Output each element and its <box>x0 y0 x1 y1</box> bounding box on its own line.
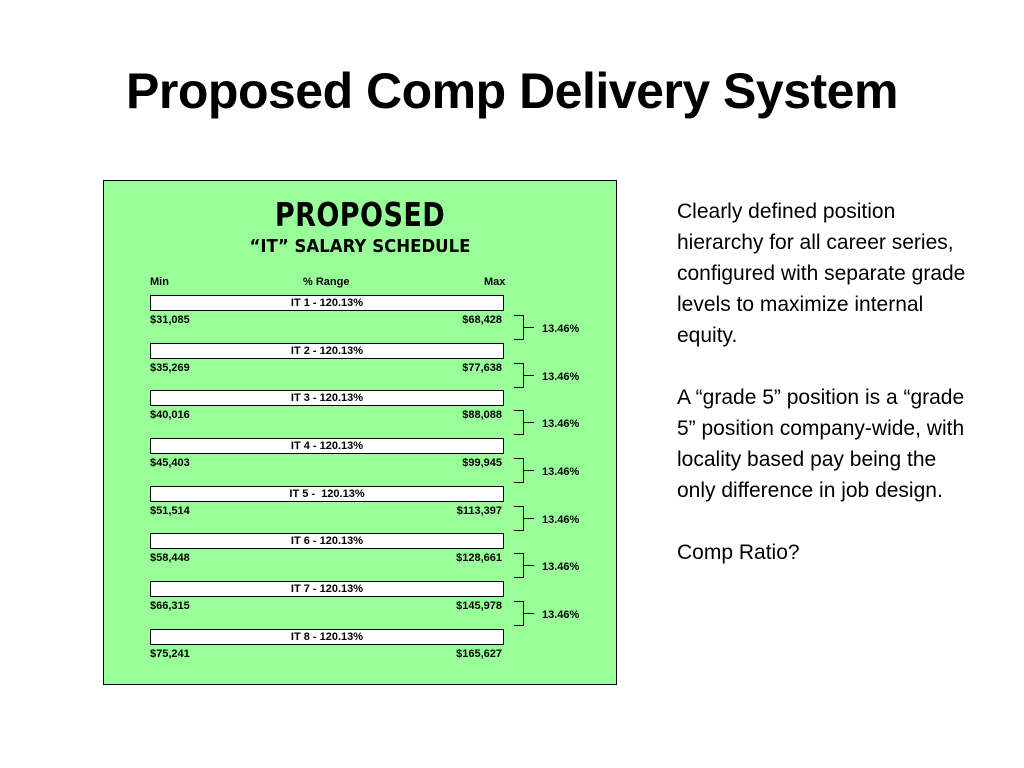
gap-bracket <box>514 315 524 340</box>
column-max-label: Max <box>484 276 506 288</box>
grade-min: $75,241 <box>150 648 190 660</box>
grade-min: $45,403 <box>150 457 190 469</box>
grade-row <box>104 390 616 438</box>
gap-tick <box>524 470 534 471</box>
grade-max: $128,661 <box>456 552 502 564</box>
grade-min: $35,269 <box>150 362 190 374</box>
gap-bracket <box>514 553 524 578</box>
grade-min: $40,016 <box>150 409 190 421</box>
grade-min: $66,315 <box>150 600 190 612</box>
explanation-paragraph: A “grade 5” position is a “grade 5” position company-wide, with locality based pay being the only difference in job design. <box>677 386 965 502</box>
gap-bracket <box>514 410 524 435</box>
explanation-text <box>677 196 977 599</box>
grade-max: $113,397 <box>456 505 502 517</box>
column-range-label: % Range <box>303 276 350 288</box>
gap-tick <box>524 375 534 376</box>
gap-bracket <box>514 601 524 626</box>
schedule-heading: PROPOSED <box>274 195 446 234</box>
grade-min: $58,448 <box>150 552 190 564</box>
grade-bar: IT 3 - 120.13% <box>150 390 504 406</box>
gap-tick <box>524 518 534 519</box>
grade-max: $145,978 <box>456 600 502 612</box>
grade-row <box>104 581 616 629</box>
gap-tick <box>524 565 534 566</box>
grade-max: $68,428 <box>462 314 502 326</box>
grade-bar: IT 5 - 120.13% <box>150 486 504 502</box>
grade-max: $165,627 <box>456 648 502 660</box>
schedule-subheading: “IT” SALARY SCHEDULE <box>249 236 471 257</box>
grade-max: $88,088 <box>462 409 502 421</box>
grade-min: $31,085 <box>150 314 190 326</box>
grade-max: $99,945 <box>462 457 502 469</box>
gap-percent: 13.46% <box>542 561 580 573</box>
gap-percent: 13.46% <box>542 466 580 478</box>
gap-bracket <box>514 363 524 388</box>
gap-tick <box>524 327 534 328</box>
gap-percent: 13.46% <box>542 609 580 621</box>
explanation-paragraph: Clearly defined position hierarchy for all career series, configured with separate grade levels to maximize internal equity. <box>677 200 966 347</box>
grade-max: $77,638 <box>462 362 502 374</box>
grade-row <box>104 343 616 391</box>
grade-bar: IT 4 - 120.13% <box>150 438 504 454</box>
grade-row <box>104 533 616 581</box>
gap-tick <box>524 613 534 614</box>
gap-percent: 13.46% <box>542 323 580 335</box>
grade-bar: IT 7 - 120.13% <box>150 581 504 597</box>
grade-row <box>104 438 616 486</box>
grade-row <box>104 486 616 534</box>
grade-bar: IT 2 - 120.13% <box>150 343 504 359</box>
gap-tick <box>524 422 534 423</box>
column-min-label: Min <box>150 276 169 288</box>
salary-schedule-panel <box>103 180 617 685</box>
grade-bar: IT 8 - 120.13% <box>150 629 504 645</box>
grade-bar: IT 6 - 120.13% <box>150 533 504 549</box>
gap-percent: 13.46% <box>542 514 580 526</box>
grade-row <box>104 295 616 343</box>
grade-bar: IT 1 - 120.13% <box>150 295 504 311</box>
gap-bracket <box>514 458 524 483</box>
slide-title: Proposed Comp Delivery System <box>126 63 898 119</box>
explanation-paragraph: Comp Ratio? <box>677 541 800 564</box>
gap-percent: 13.46% <box>542 418 580 430</box>
grade-row <box>104 629 616 677</box>
gap-percent: 13.46% <box>542 371 580 383</box>
gap-bracket <box>514 506 524 531</box>
grade-min: $51,514 <box>150 505 190 517</box>
